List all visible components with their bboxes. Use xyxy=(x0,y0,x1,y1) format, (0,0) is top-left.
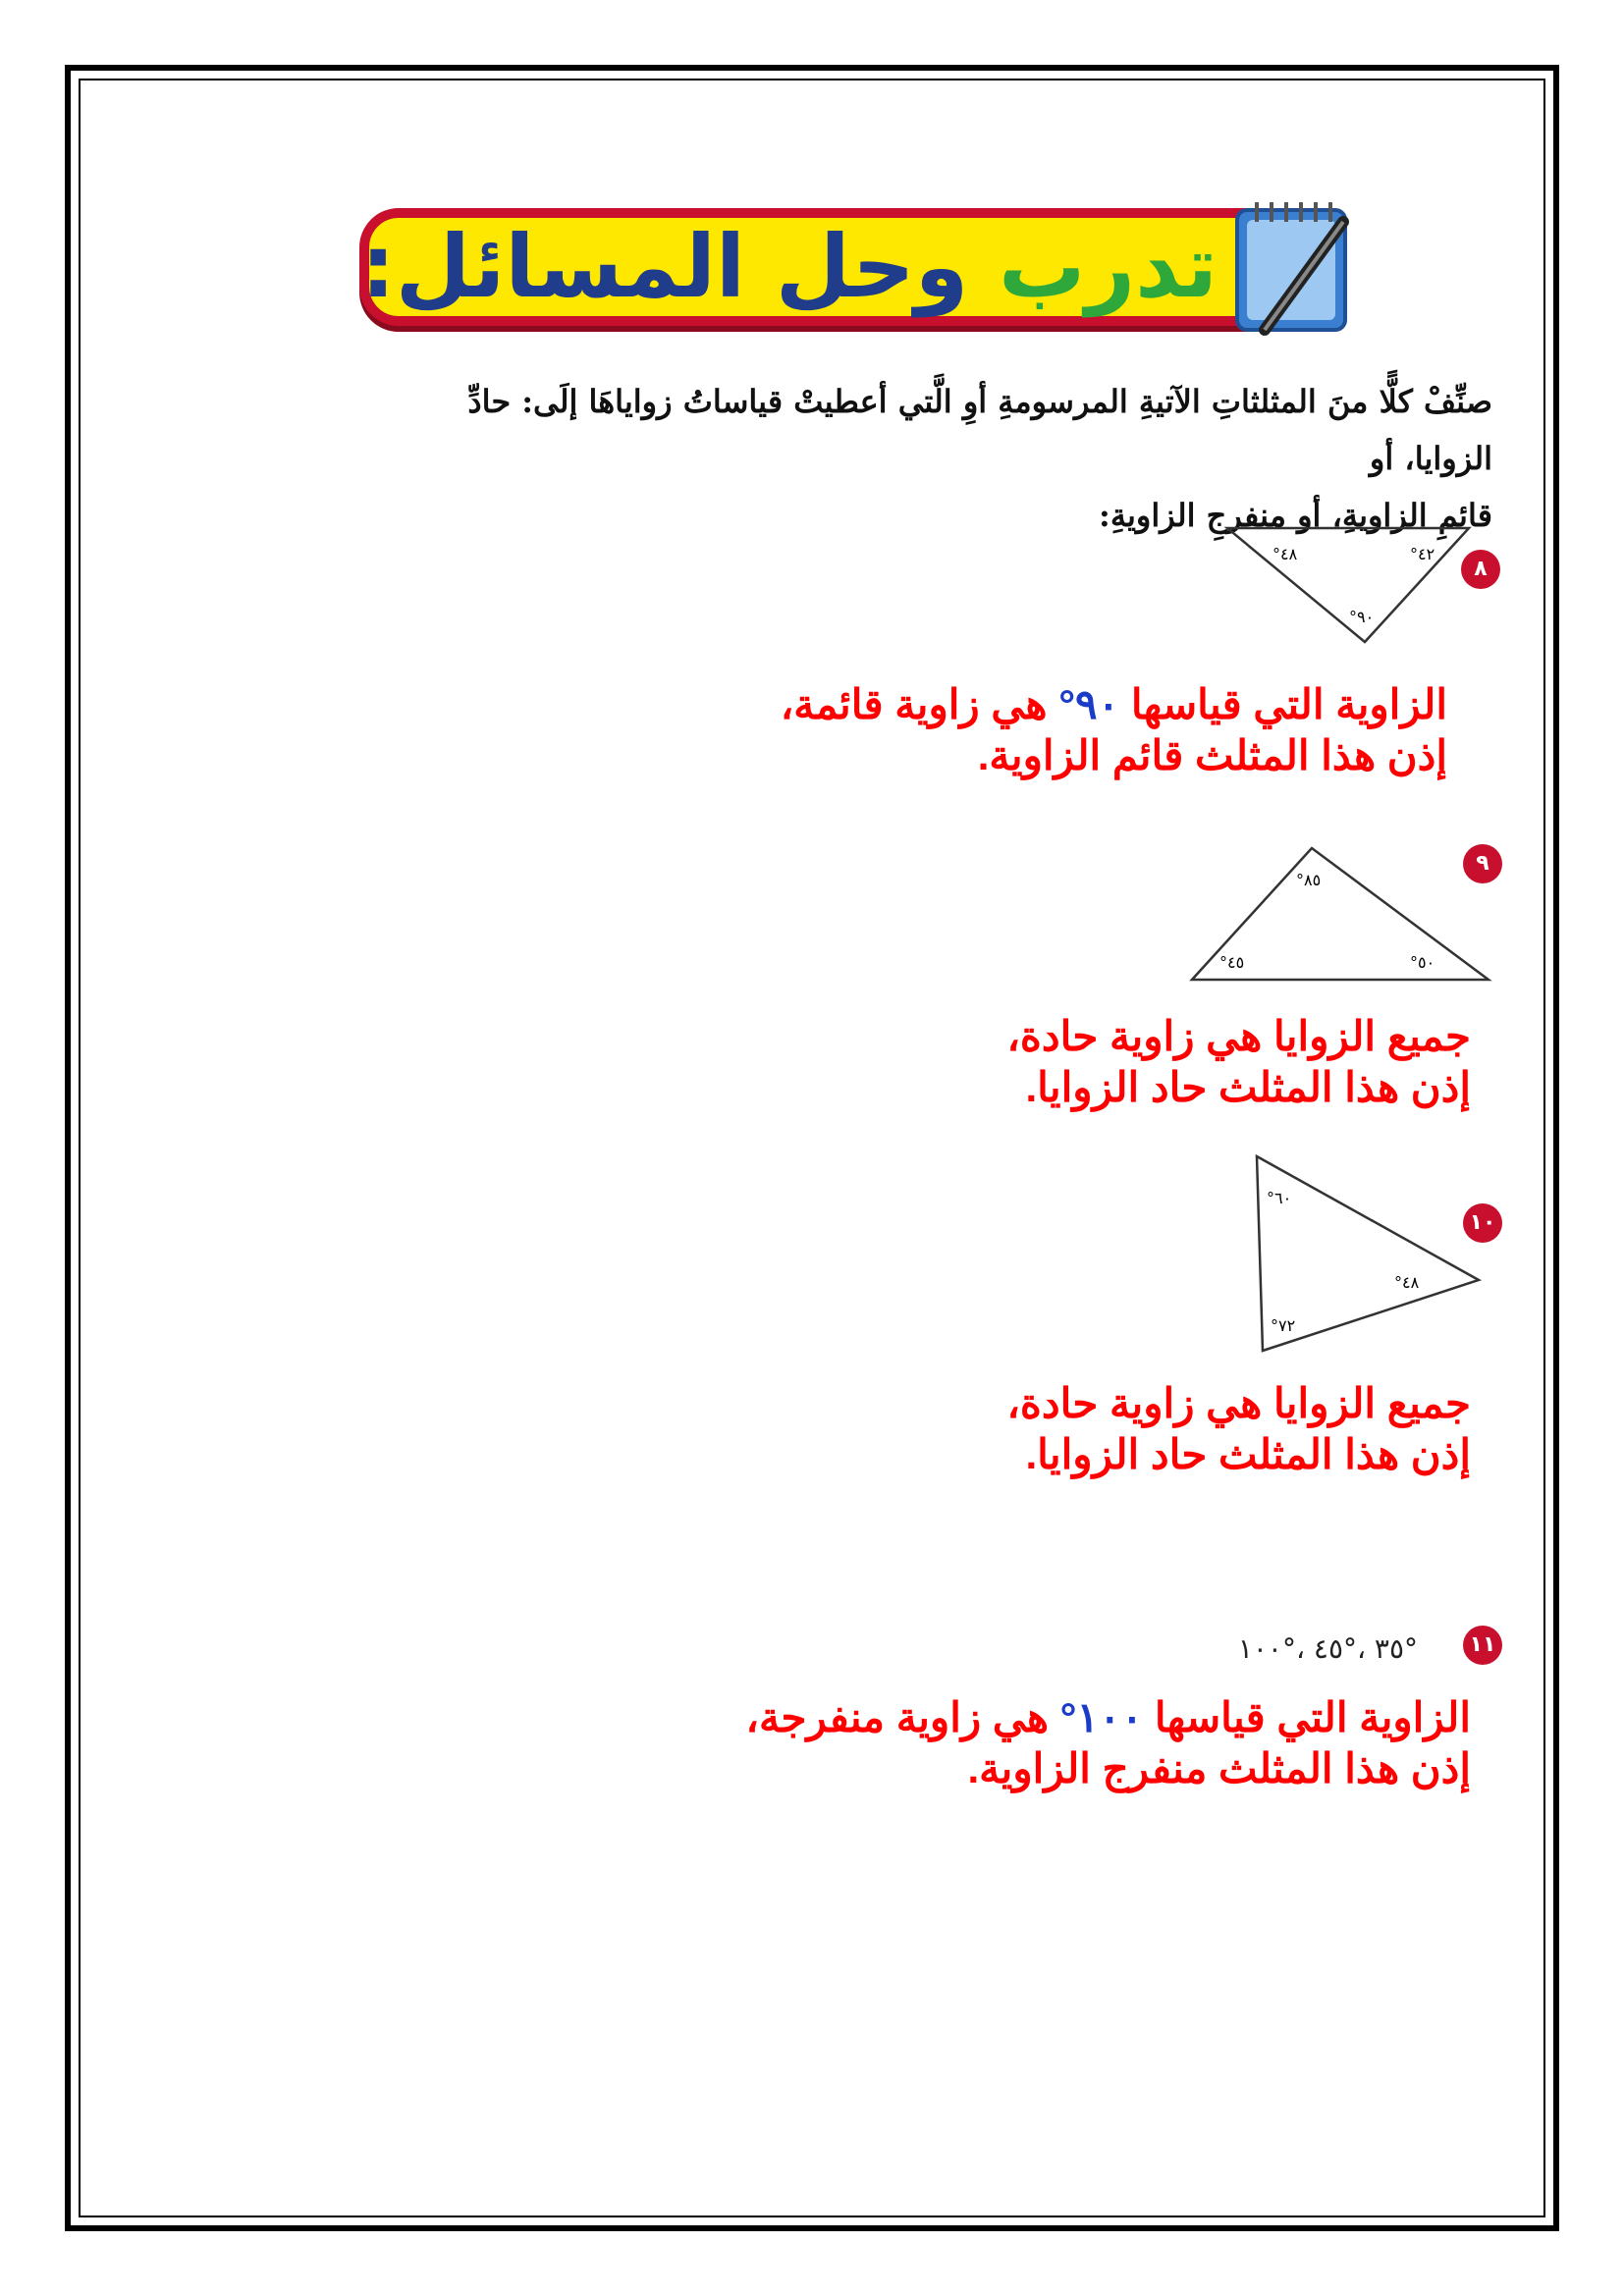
answer-11-line-1 xyxy=(745,1692,1471,1743)
answer-8-line-2: إذن هذا المثلث قائم الزاوية. xyxy=(977,732,1447,778)
instructions xyxy=(432,373,1492,544)
answer-9-line-1: جميع الزوايا هي زاوية حادة، xyxy=(1006,1013,1471,1059)
instructions-line-1: صنِّفْ كلًّا منَ المثلثاتِ الآتيةِ المرسومةِ أوِ الَّتي أعطيتْ قياساتُ زواياهَا إلَى: حادِّ الزوايا، أو xyxy=(467,383,1492,477)
problem-11-angles: °٣٥ ،°٤٥ ،°١٠٠ xyxy=(1237,1632,1418,1665)
triangle-8-angle-b: °٤٢ xyxy=(1410,545,1435,563)
triangle-9-angle-b: °٤٥ xyxy=(1219,953,1245,972)
triangle-10-angle-c: °٧٢ xyxy=(1271,1316,1296,1335)
triangle-8 xyxy=(1218,520,1479,650)
answer-10-line-2: إذن هذا المثلث حاد الزوايا. xyxy=(1025,1431,1471,1477)
answer-10 xyxy=(1006,1378,1471,1480)
answer-11-line-2: إذن هذا المثلث منفرج الزاوية. xyxy=(967,1745,1471,1791)
answer-8-text-a: الزاوية التي قياسها xyxy=(1130,681,1447,727)
problem-number-8: ٨ xyxy=(1461,550,1500,589)
triangle-9-angle-c: °٥٠ xyxy=(1410,953,1435,972)
triangle-8-angle-c: °٩٠ xyxy=(1349,608,1375,626)
answer-10-line-1: جميع الزوايا هي زاوية حادة، xyxy=(1006,1380,1471,1426)
section-banner xyxy=(353,183,1365,351)
answer-9-line-2: إذن هذا المثلث حاد الزوايا. xyxy=(1025,1064,1471,1110)
triangle-9 xyxy=(1184,840,1496,989)
answer-8 xyxy=(781,679,1447,781)
instructions-line-2: قائمِ الزاويةِ، أو منفرجِ الزاويةِ: xyxy=(1099,497,1492,534)
triangle-10-angle-b: °٤٨ xyxy=(1394,1273,1420,1292)
banner-word-practice: تدرب xyxy=(999,216,1218,317)
triangle-10-angle-a: °٦٠ xyxy=(1267,1189,1292,1207)
triangle-10 xyxy=(1247,1148,1489,1359)
banner-word-solve: وحل المسائل: xyxy=(360,216,969,317)
banner-title xyxy=(360,210,1218,324)
answer-9 xyxy=(1006,1011,1471,1113)
answer-8-line-1 xyxy=(781,679,1447,730)
problem-number-9: ٩ xyxy=(1463,844,1502,883)
answer-11 xyxy=(745,1692,1471,1794)
answer-8-value: ٩٠° xyxy=(1058,681,1120,727)
triangle-8-angle-a: °٤٨ xyxy=(1272,545,1298,563)
notebook-pencil-icon xyxy=(1218,183,1365,351)
problem-number-11: ١١ xyxy=(1463,1626,1502,1665)
triangle-9-angle-a: °٨٥ xyxy=(1296,871,1322,889)
answer-11-text-b: هي زاوية منفرجة، xyxy=(745,1694,1049,1740)
answer-11-text-a: الزاوية التي قياسها xyxy=(1154,1694,1471,1740)
answer-11-value: ١٠٠° xyxy=(1059,1694,1144,1740)
problem-number-10: ١٠ xyxy=(1463,1203,1502,1243)
answer-8-text-b: هي زاوية قائمة، xyxy=(780,681,1048,727)
